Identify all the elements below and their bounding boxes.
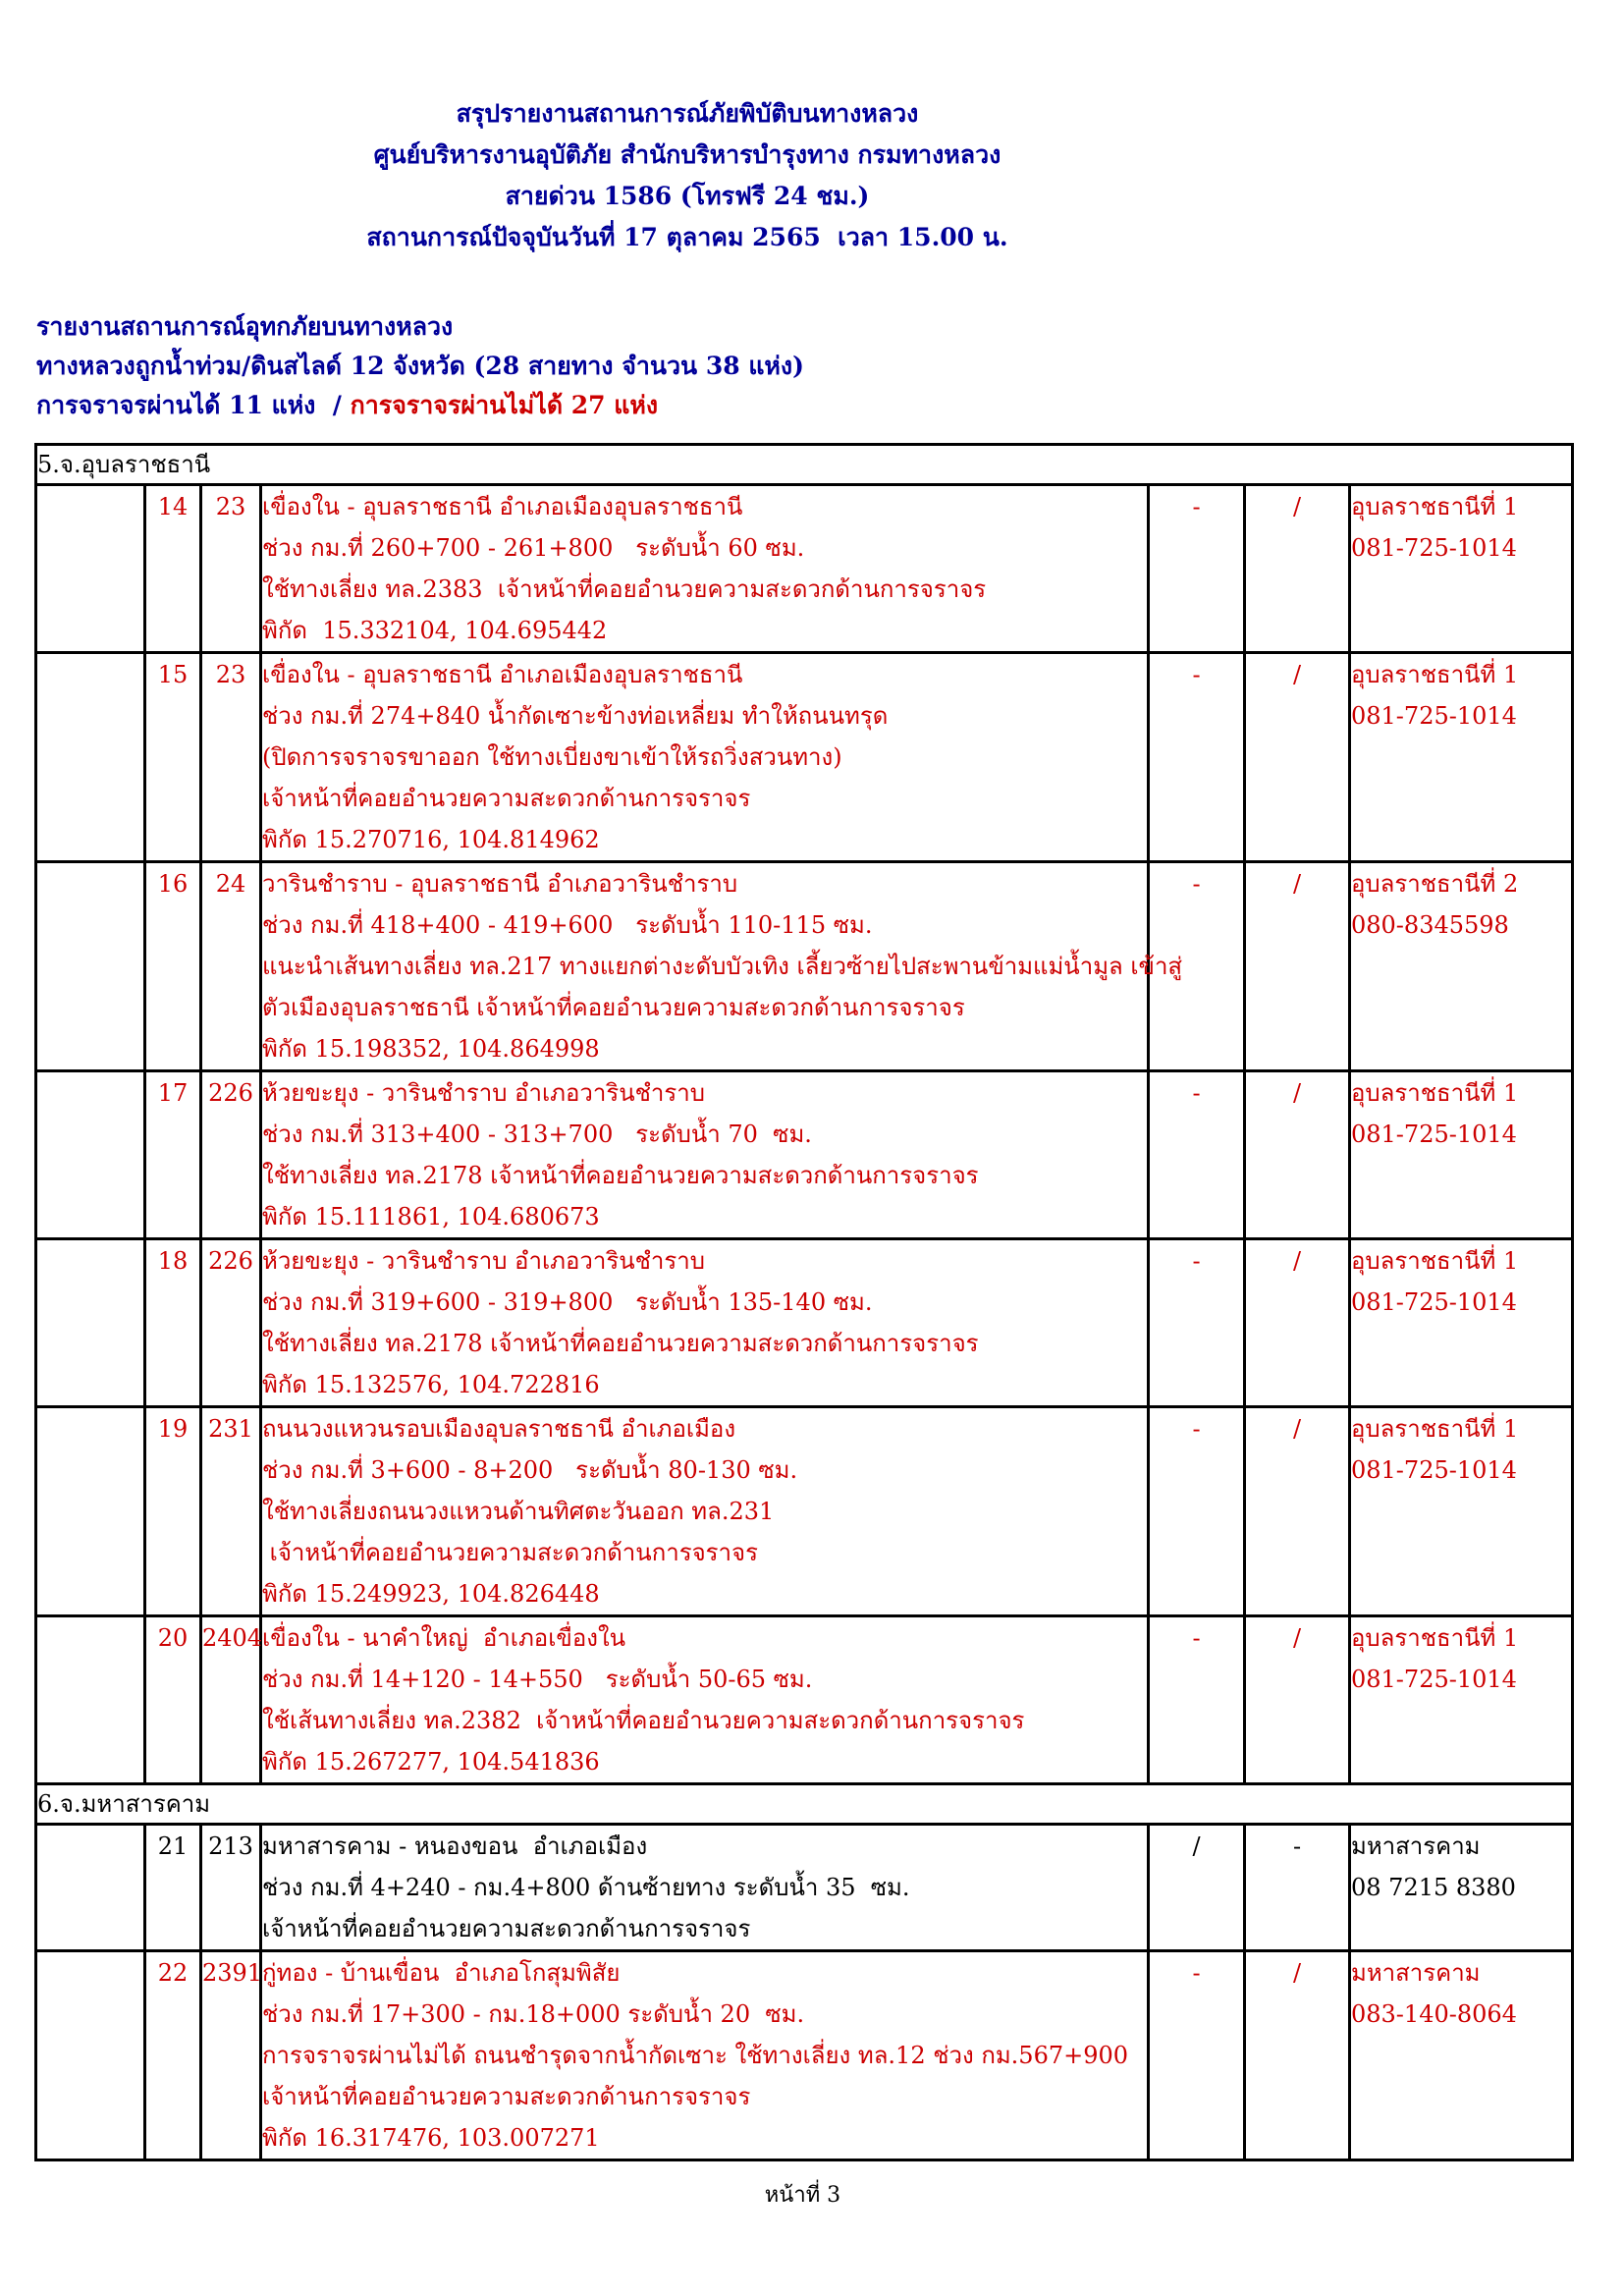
route-number-cell: 23 [201, 653, 261, 862]
province-cell [36, 1825, 145, 1951]
description-line: กู่ทอง - บ้านเขื่อน อำเภอโกสุมพิสัย [262, 1959, 621, 1987]
description-line: ตัวเมืองอุบลราชธานี เจ้าหน้าที่คอยอำนวยความสะดวกด้านการจราจร [262, 994, 965, 1021]
route-number-cell: 231 [201, 1407, 261, 1616]
description-line: พิกัด 15.267277, 104.541836 [262, 1748, 600, 1776]
contact-cell [1350, 485, 1573, 653]
traffic-passable-text: การจราจรผ่านได้ 11 แห่ง / [36, 391, 351, 419]
report-table-body [36, 445, 1573, 2160]
report-organization: ศูนย์บริหารงานอุบัติภัย สำนักบริหารบำรุงทาง กรมทางหลวง [373, 140, 1001, 169]
contact-cell [1350, 653, 1573, 862]
page-number: หน้าที่ 3 [764, 2183, 841, 2208]
route-number-cell: 2404 [201, 1616, 261, 1784]
description-cell [261, 862, 1183, 1071]
row-number-cell: 18 [145, 1239, 201, 1407]
contact-cell [1350, 1071, 1573, 1239]
row-number-cell: 22 [145, 1951, 201, 2160]
province-cell [36, 1616, 145, 1784]
description-cell [261, 1616, 1149, 1784]
description-line: พิกัด 15.270716, 104.814962 [262, 826, 600, 853]
contact-cell [1350, 1239, 1573, 1407]
passable-status-cell: - [1149, 862, 1245, 1071]
description-line: เจ้าหน้าที่คอยอำนวยความสะดวกด้านการจราจร [262, 1915, 751, 1942]
route-number-cell: 226 [201, 1239, 261, 1407]
description-cell [261, 1071, 1149, 1239]
description-cell [261, 485, 1149, 653]
contact-cell [1350, 1616, 1573, 1784]
impassable-status-cell: / [1245, 653, 1350, 862]
description-line: เขื่องใน - อุบลราชธานี อำเภอเมืองอุบลราชธานี [262, 661, 743, 688]
impassable-status-cell: / [1245, 1071, 1350, 1239]
description-line: ใช้ทางเลี่ยง ทล.2178 เจ้าหน้าที่คอยอำนวยความสะดวกด้านการจราจร [262, 1330, 979, 1357]
section-title: 6.จ.มหาสารคาม [36, 1784, 1573, 1825]
description-line: ช่วง กม.ที่ 313+400 - 313+700 ระดับน้ำ 70 ซม. [262, 1121, 812, 1148]
contact-line: 081-725-1014 [1351, 1666, 1517, 1693]
document-header [0, 0, 1375, 258]
description-line: พิกัด 15.249923, 104.826448 [262, 1580, 600, 1608]
section-header-row [36, 1784, 1573, 1825]
description-cell [261, 1825, 1149, 1951]
row-number-cell: 20 [145, 1616, 201, 1784]
impassable-status-cell: / [1245, 1407, 1350, 1616]
impassable-status-cell: / [1245, 1951, 1350, 2160]
contact-line: อุบลราชธานีที่ 1 [1351, 661, 1519, 688]
description-line: พิกัด 16.317476, 103.007271 [262, 2124, 600, 2152]
contact-line: มหาสารคาม [1351, 1832, 1481, 1860]
description-line: ช่วง กม.ที่ 4+240 - กม.4+800 ด้านซ้ายทาง ระดับน้ำ 35 ซม. [262, 1874, 910, 1901]
row-number-cell: 16 [145, 862, 201, 1071]
description-line: ช่วง กม.ที่ 418+400 - 419+600 ระดับน้ำ 110-115 ซม. [262, 911, 873, 939]
intro-summary: ทางหลวงถูกน้ำท่วม/ดินสไลด์ 12 จังหวัด (28 สายทาง จำนวน 38 แห่ง) [36, 352, 804, 380]
table-row [36, 1825, 1573, 1951]
contact-cell [1350, 1951, 1573, 2160]
intro-traffic-status [36, 386, 1624, 425]
province-cell [36, 1071, 145, 1239]
contact-line: 081-725-1014 [1351, 534, 1517, 562]
impassable-status-cell: / [1245, 862, 1350, 1071]
row-number-cell: 17 [145, 1071, 201, 1239]
description-line: ห้วยขะยุง - วารินชำราบ อำเภอวารินชำราบ [262, 1247, 705, 1275]
intro-block [36, 307, 1624, 425]
route-number-cell: 213 [201, 1825, 261, 1951]
description-line: เขื่องใน - อุบลราชธานี อำเภอเมืองอุบลราชธานี [262, 493, 743, 520]
description-line: พิกัด 15.332104, 104.695442 [262, 617, 608, 644]
row-number-cell: 21 [145, 1825, 201, 1951]
table-row [36, 1616, 1573, 1784]
table-row [36, 1239, 1573, 1407]
route-number-cell: 24 [201, 862, 261, 1071]
row-number-cell: 19 [145, 1407, 201, 1616]
contact-line: 083-140-8064 [1351, 2000, 1517, 2028]
page-footer [34, 2177, 1571, 2212]
contact-line: มหาสารคาม [1351, 1959, 1481, 1987]
contact-line: อุบลราชธานีที่ 1 [1351, 1079, 1519, 1107]
province-cell [36, 653, 145, 862]
description-line: ช่วง กม.ที่ 260+700 - 261+800 ระดับน้ำ 60 ซม. [262, 534, 805, 562]
contact-line: อุบลราชธานีที่ 1 [1351, 1415, 1519, 1443]
description-line: (ปิดการจราจรขาออก ใช้ทางเบี่ยงขาเข้าให้รถวิ่งสวนทาง) [262, 743, 842, 771]
impassable-status-cell: / [1245, 485, 1350, 653]
province-cell [36, 1951, 145, 2160]
traffic-impassable-text: การจราจรผ่านไม่ได้ 27 แห่ง [350, 391, 659, 419]
passable-status-cell: / [1149, 1825, 1245, 1951]
description-line: ห้วยขะยุง - วารินชำราบ อำเภอวารินชำราบ [262, 1079, 705, 1107]
contact-line: อุบลราชธานีที่ 2 [1351, 870, 1519, 898]
province-cell [36, 1239, 145, 1407]
description-cell [261, 1407, 1149, 1616]
description-line: แนะนำเส้นทางเลี่ยง ทล.217 ทางแยกต่างะดับบัวเทิง เลี้ยวซ้ายไปสะพานข้ามแม่น้ำมูล เข้าสู่ [262, 953, 1183, 980]
contact-line: 081-725-1014 [1351, 1456, 1517, 1484]
description-cell [261, 1239, 1149, 1407]
passable-status-cell: - [1149, 1951, 1245, 2160]
passable-status-cell: - [1149, 1239, 1245, 1407]
report-title: สรุปรายงานสถานการณ์ภัยพิบัติบนทางหลวง [456, 99, 919, 128]
row-number-cell: 14 [145, 485, 201, 653]
contact-line: อุบลราชธานีที่ 1 [1351, 1247, 1519, 1275]
table-row [36, 1407, 1573, 1616]
table-row [36, 1071, 1573, 1239]
description-line: ถนนวงแหวนรอบเมืองอุบลราชธานี อำเภอเมือง [262, 1415, 736, 1443]
description-line: ช่วง กม.ที่ 17+300 - กม.18+000 ระดับน้ำ 20 ซม. [262, 2000, 805, 2028]
route-number-cell: 2391 [201, 1951, 261, 2160]
province-cell [36, 862, 145, 1071]
hotline-line: สายด่วน 1586 (โทรฟรี 24 ชม.) [505, 182, 870, 210]
row-number-cell: 15 [145, 653, 201, 862]
passable-status-cell: - [1149, 1407, 1245, 1616]
report-datetime: สถานการณ์ปัจจุบันวันที่ 17 ตุลาคม 2565 เวลา 15.00 น. [366, 223, 1008, 251]
route-number-cell: 226 [201, 1071, 261, 1239]
description-line: ช่วง กม.ที่ 3+600 - 8+200 ระดับน้ำ 80-130 ซม. [262, 1456, 798, 1484]
description-line: วารินชำราบ - อุบลราชธานี อำเภอวารินชำราบ [262, 870, 738, 898]
section-title: 5.จ.อุบลราชธานี [36, 445, 1573, 485]
contact-line: อุบลราชธานีที่ 1 [1351, 1624, 1519, 1652]
description-line: พิกัด 15.198352, 104.864998 [262, 1035, 600, 1063]
description-line: ช่วง กม.ที่ 14+120 - 14+550 ระดับน้ำ 50-65 ซม. [262, 1666, 813, 1693]
province-cell [36, 485, 145, 653]
section-header-row [36, 445, 1573, 485]
description-line: ช่วง กม.ที่ 274+840 น้ำกัดเซาะข้างท่อเหลี่ยม ทำให้ถนนทรุด [262, 702, 889, 730]
description-line: เจ้าหน้าที่คอยอำนวยความสะดวกด้านการจราจร [262, 1539, 758, 1566]
description-line: ช่วง กม.ที่ 319+600 - 319+800 ระดับน้ำ 135-140 ซม. [262, 1288, 873, 1316]
description-line: ใช้ทางเลี่ยงถนนวงแหวนด้านทิศตะวันออก ทล.231 [262, 1498, 775, 1525]
table-row [36, 653, 1573, 862]
contact-line: 081-725-1014 [1351, 1288, 1517, 1316]
passable-status-cell: - [1149, 653, 1245, 862]
contact-cell [1350, 1407, 1573, 1616]
description-line: มหาสารคาม - หนองขอน อำเภอเมือง [262, 1832, 648, 1860]
contact-cell [1350, 862, 1573, 1071]
contact-line: 080-8345598 [1351, 911, 1509, 939]
contact-line: 081-725-1014 [1351, 702, 1517, 730]
passable-status-cell: - [1149, 1071, 1245, 1239]
impassable-status-cell: - [1245, 1825, 1350, 1951]
route-number-cell: 23 [201, 485, 261, 653]
impassable-status-cell: / [1245, 1239, 1350, 1407]
contact-line: อุบลราชธานีที่ 1 [1351, 493, 1519, 520]
table-row [36, 485, 1573, 653]
description-cell [261, 1951, 1149, 2160]
flood-report-table [34, 443, 1574, 2161]
description-line: เจ้าหน้าที่คอยอำนวยความสะดวกด้านการจราจร [262, 785, 751, 812]
description-line: ใช้ทางเลี่ยง ทล.2383 เจ้าหน้าที่คอยอำนวยความสะดวกด้านการจราจร [262, 575, 987, 603]
impassable-status-cell: / [1245, 1616, 1350, 1784]
description-line: ใช้ทางเลี่ยง ทล.2178 เจ้าหน้าที่คอยอำนวยความสะดวกด้านการจราจร [262, 1162, 979, 1189]
intro-title: รายงานสถานการณ์อุทกภัยบนทางหลวง [36, 312, 454, 341]
table-row [36, 862, 1573, 1071]
province-cell [36, 1407, 145, 1616]
description-line: เจ้าหน้าที่คอยอำนวยความสะดวกด้านการจราจร [262, 2083, 751, 2110]
passable-status-cell: - [1149, 1616, 1245, 1784]
description-cell [261, 653, 1149, 862]
contact-line: 081-725-1014 [1351, 1121, 1517, 1148]
contact-cell [1350, 1825, 1573, 1951]
passable-status-cell: - [1149, 485, 1245, 653]
contact-line: 08 7215 8380 [1351, 1874, 1516, 1901]
description-line: การจราจรผ่านไม่ได้ ถนนชำรุดจากน้ำกัดเซาะ ใช้ทางเลี่ยง ทล.12 ช่วง กม.567+900 [262, 2042, 1129, 2069]
description-line: พิกัด 15.132576, 104.722816 [262, 1371, 600, 1398]
table-row [36, 1951, 1573, 2160]
description-line: ใช้เส้นทางเลี่ยง ทล.2382 เจ้าหน้าที่คอยอำนวยความสะดวกด้านการจราจร [262, 1707, 1025, 1734]
description-line: พิกัด 15.111861, 104.680673 [262, 1203, 600, 1230]
description-line: เขื่องใน - นาคำใหญ่ อำเภอเขื่องใน [262, 1624, 626, 1652]
